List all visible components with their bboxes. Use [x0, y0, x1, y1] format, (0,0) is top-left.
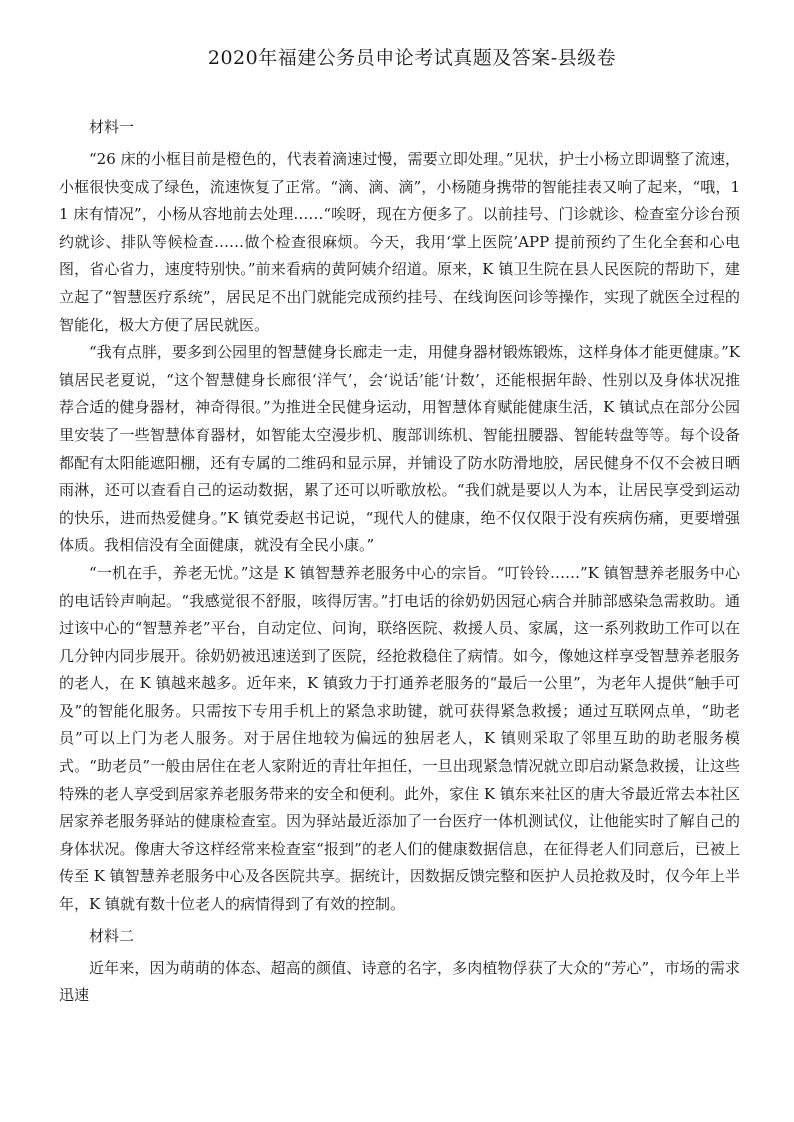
document-body [59, 114, 740, 1010]
paragraph-succulents: 近年来，因为萌萌的体态、超高的颜值、诗意的名字，多肉植物俘获了大众的“芳心”，市场的需求迅速 [59, 958, 740, 1005]
paragraph-smart-fitness: “我有点胖，要多到公园里的智慧健身长廊走一走，用健身器材锻炼锻炼，这样身体才能更健康。”K 镇居民老夏说，“这个智慧健身长廊很‘洋气’，会‘说话’能‘计数’，还能根据年龄、性别以及身体状况推荐合适的健身器材，神奇得很。”为推进全民健身运动，用智慧体育赋能健康生活，K 镇试点在部分公园里安装了一些智慧体育器材，如智能太空漫步机、腹部训练机、智能扭腰器、智能转盘等等。每个设备都配有太阳能遮阳棚，还有专属的二维码和显示屏，并铺设了防水防滑地胶，居民健身不仅不会被日晒雨淋，还可以查看自己的运动数据，累了还可以听歌放松。“我们就是要以人为本，让居民享受到运动的快乐，进而热爱健身。”K 镇党委赵书记说，“现代人的健康，绝不仅仅限于没有疾病伤痛，更要增强体质。我相信没有全面健康，就没有全民小康。” [59, 343, 740, 555]
paragraph-smart-elderly-care: “一机在手，养老无忧。”这是 K 镇智慧养老服务中心的宗旨。“叮铃铃……”K 镇智慧养老服务中心的电话铃声响起。“我感觉很不舒服，咳得厉害。”打电话的徐奶奶因冠心病合并肺部感染急需救助。通过该中心的“智慧养老”平台，自动定位、问询，联络医院、救援人员、家属，这一系列救助工作可以在几分钟内同步展开。徐奶奶被迅速送到了医院，经抢救稳住了病情。如今，像她这样享受智慧养老服务的老人，在 K 镇越来越多。近年来，K 镇致力于打通养老服务的“最后一公里”，为老年人提供“触手可及”的智能化服务。只需按下专用手机上的紧急求助键，就可获得紧急救援；通过互联网点单，“助老员”可以上门为老人服务。对于居住地较为偏远的独居老人，K 镇则采取了邻里互助的助老服务模式。“助老员”一般由居住在老人家附近的青壮年担任，一旦出现紧急情况就立即启动紧急救援，让这些特殊的老人享受到居家养老服务带来的安全和便利。此外，家住 K 镇东来社区的唐大爷最近常去本社区居家养老服务驿站的健康检查室。因为驿站最近添加了一台医疗一体机测试仪，让他能实时了解自己的身体状况。像唐大爷这样经常来检查室“报到”的老人们的健康数据信息，在征得老人们同意后，已被上传至 K 镇智慧养老服务中心及各医院共享。据统计，因数据反馈完整和医护人员抢救及时，仅今年上半年，K 镇就有数十位老人的病情得到了有效的控制。 [59, 563, 740, 914]
paragraph-smart-medical: “26 床的小框目前是橙色的，代表着滴速过慢，需要立即处理。”见状，护士小杨立即调整了流速，小框很快变成了绿色，流速恢复了正常。“滴、滴、滴”，小杨随身携带的智能挂表又响了起来，“哦，11 床有情况”，小杨从容地前去处理……“唉呀，现在方便多了。以前挂号、门诊就诊、检查室分诊台预约就诊、排队等候检查……做个检查很麻烦。今天，我用‘掌上医院’APP 提前预约了生化全套和心电图，省心省力，速度特别快。”前来看病的黄阿姨介绍道。原来，K 镇卫生院在县人民医院的帮助下，建立起了“智慧医疗系统”，居民足不出门就能完成预约挂号、在线询医问诊等操作，实现了就医全过程的智能化，极大方便了居民就医。 [59, 150, 740, 334]
section-label-material-1: 材料一 [89, 118, 135, 136]
section-label-material-2: 材料二 [89, 926, 135, 945]
page-title: 2020年福建公务员申论考试真题及答案-县级卷 [207, 47, 617, 69]
